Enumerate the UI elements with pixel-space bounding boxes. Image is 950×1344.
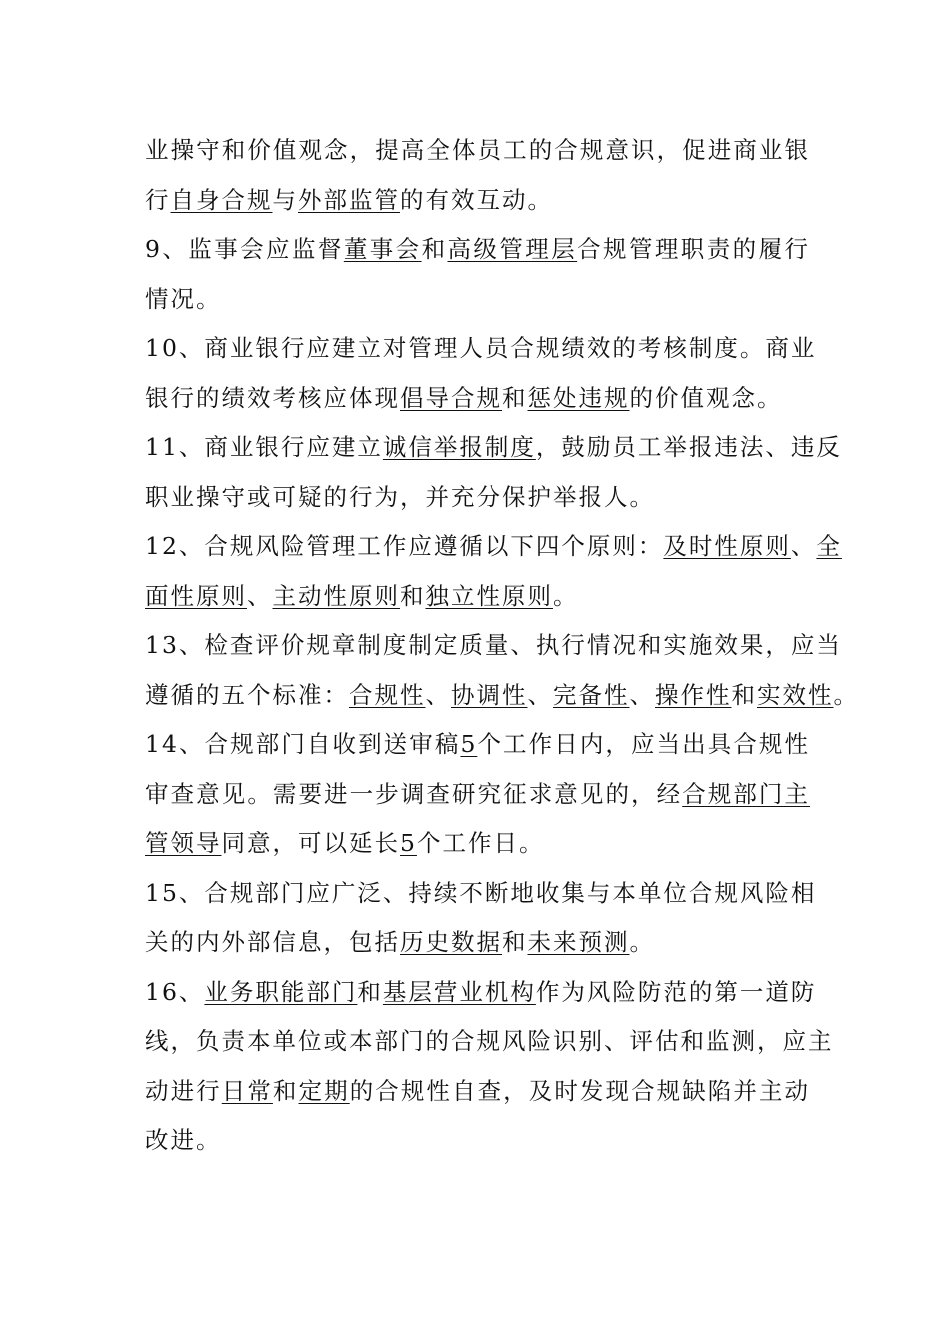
underlined-term: 倡导合规 xyxy=(400,383,502,412)
underlined-term: 日常 xyxy=(221,1076,273,1105)
text-line xyxy=(145,1116,810,1166)
text-line xyxy=(145,374,810,424)
text-line xyxy=(145,819,810,869)
underlined-term: 未来预测 xyxy=(527,928,630,956)
text-line xyxy=(145,275,810,325)
underlined-term: 实效性 xyxy=(757,680,834,709)
text-segment: 、 xyxy=(629,680,655,709)
text-line xyxy=(145,572,810,622)
text-segment: 与 xyxy=(272,185,298,214)
text-segment: 。 xyxy=(833,680,859,709)
underlined-term: 及时性原则 xyxy=(663,532,791,560)
underlined-term: 外部监管 xyxy=(298,185,400,214)
text-segment: 业操守和价值观念，提高全体员工的合规意识，促进商业银 xyxy=(145,136,810,164)
text-segment: 和 xyxy=(421,235,448,263)
text-segment: 。 xyxy=(553,581,579,610)
text-segment: 审查意见。需要进一步调查研究征求意见的，经 xyxy=(145,779,683,808)
text-segment: 同意，可以延长 xyxy=(221,829,400,857)
text-segment: ，鼓励员工举报违法、违反 xyxy=(535,433,842,461)
underlined-term: 5 xyxy=(460,730,478,758)
text-segment: 动进行 xyxy=(145,1076,222,1105)
text-segment: 13、检查评价规章制度制定质量、执行情况和实施效果，应当 xyxy=(145,631,842,659)
text-segment: 、 xyxy=(790,532,817,560)
underlined-term: 独立性原则 xyxy=(425,581,553,610)
text-segment: 和 xyxy=(357,977,383,1006)
text-line xyxy=(145,522,842,572)
text-segment: 的合规性自查，及时发现合规缺陷并主动 xyxy=(349,1076,811,1105)
underlined-term: 定期 xyxy=(298,1076,350,1105)
text-line xyxy=(145,918,810,968)
text-segment: 、 xyxy=(527,680,553,709)
text-line xyxy=(145,473,810,523)
underlined-term: 基层营业机构 xyxy=(382,977,536,1006)
underlined-term: 5 xyxy=(400,829,417,857)
text-segment: 14、合规部门自收到送审稿 xyxy=(145,730,461,758)
text-segment: 行 xyxy=(145,185,171,214)
text-line xyxy=(145,968,817,1018)
underlined-term: 面性原则 xyxy=(145,581,247,610)
text-segment: 的有效互动。 xyxy=(400,185,553,214)
underlined-term: 业务职能部门 xyxy=(204,977,358,1006)
text-line xyxy=(145,671,859,721)
text-segment: 银行的绩效考核应体现 xyxy=(145,383,400,412)
text-segment: 个工作日。 xyxy=(416,829,545,857)
underlined-term: 协调性 xyxy=(451,680,528,709)
text-segment: 的价值观念。 xyxy=(629,383,783,412)
underlined-term: 诚信举报制度 xyxy=(382,433,536,461)
text-line xyxy=(145,1067,810,1117)
text-line xyxy=(145,126,810,176)
text-segment: 、 xyxy=(425,680,451,709)
text-segment: 关的内外部信息，包括 xyxy=(145,928,400,956)
underlined-term: 管领导 xyxy=(145,829,222,857)
underlined-term: 高级管理层 xyxy=(447,235,578,263)
text-segment: 线，负责本单位或本部门的合规风险识别、评估和监测，应主 xyxy=(145,1027,834,1055)
text-segment: 和 xyxy=(731,680,757,709)
text-segment: 。 xyxy=(629,928,655,956)
text-line xyxy=(145,720,810,770)
underlined-term: 合规性 xyxy=(349,680,426,709)
underlined-term: 全 xyxy=(816,532,842,560)
underlined-term: 自身合规 xyxy=(170,185,273,214)
text-segment: 9、监事会应监督 xyxy=(145,235,344,263)
text-line xyxy=(145,423,842,473)
underlined-term: 合规部门主 xyxy=(682,779,811,808)
underlined-term: 惩处违规 xyxy=(527,383,630,412)
text-segment: 11、商业银行应建立 xyxy=(145,433,383,461)
underlined-term: 操作性 xyxy=(655,680,732,709)
text-segment: 12、合规风险管理工作应遵循以下四个原则： xyxy=(145,532,664,560)
text-segment: 、 xyxy=(247,581,273,610)
text-segment: 10、商业银行应建立对管理人员合规绩效的考核制度。商业 xyxy=(145,334,817,362)
text-segment: 遵循的五个标准： xyxy=(145,680,349,709)
text-line xyxy=(145,176,810,226)
text-segment: 16、 xyxy=(145,977,205,1006)
text-segment: 和 xyxy=(502,928,528,956)
text-segment: 职业操守或可疑的行为，并充分保护举报人。 xyxy=(145,482,655,511)
underlined-term: 董事会 xyxy=(343,235,422,263)
underlined-term: 主动性原则 xyxy=(272,581,400,610)
underlined-term: 历史数据 xyxy=(400,928,502,956)
text-segment: 和 xyxy=(272,1076,299,1105)
text-line xyxy=(145,324,817,374)
text-line xyxy=(145,225,810,275)
text-segment: 15、合规部门应广泛、持续不断地收集与本单位合规风险相 xyxy=(145,878,817,907)
text-segment: 情况。 xyxy=(145,284,222,313)
text-segment: 和 xyxy=(400,581,426,610)
text-line xyxy=(145,770,810,820)
text-line xyxy=(145,869,817,919)
text-segment: 合规管理职责的履行 xyxy=(577,235,810,263)
document-body-text xyxy=(145,126,859,1166)
text-line xyxy=(145,1017,834,1067)
text-segment: 个工作日内，应当出具合规性 xyxy=(477,730,811,758)
text-segment: 和 xyxy=(502,383,528,412)
text-line xyxy=(145,621,842,671)
text-segment: 作为风险防范的第一道防 xyxy=(535,977,817,1006)
text-segment: 改进。 xyxy=(145,1126,222,1154)
underlined-term: 完备性 xyxy=(553,680,630,709)
